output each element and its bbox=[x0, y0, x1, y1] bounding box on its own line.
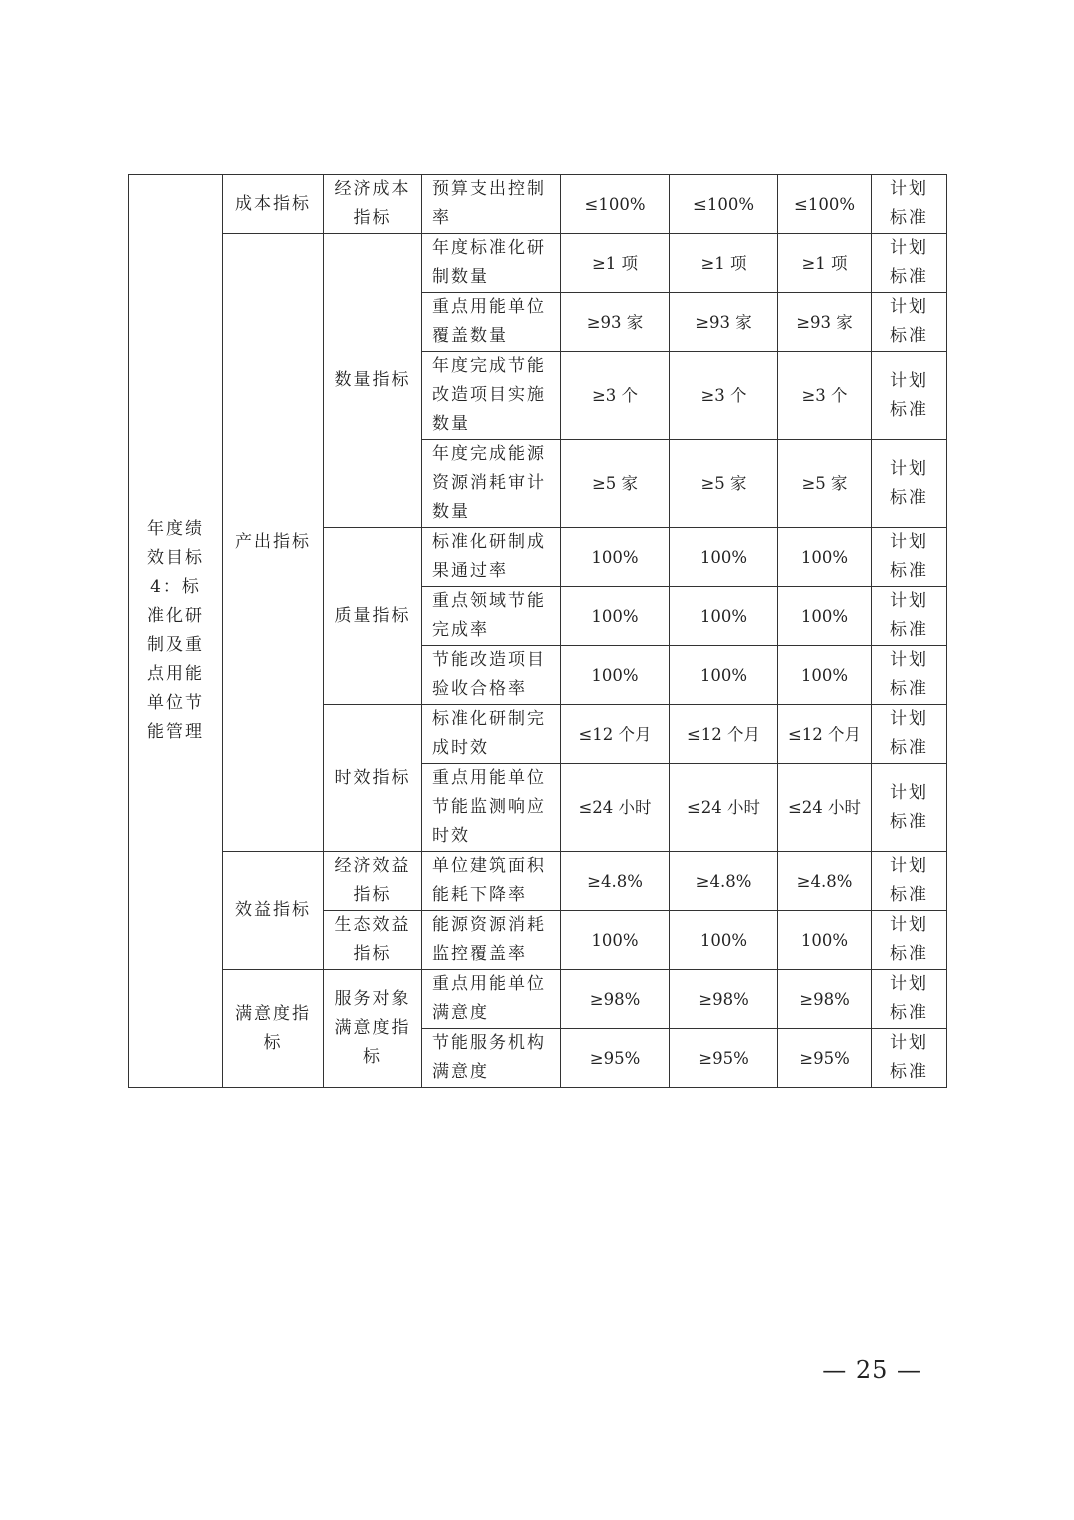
value-cell: 100% bbox=[561, 528, 670, 587]
value-cell: ≥98% bbox=[670, 970, 778, 1029]
value-cell: ≥93 家 bbox=[670, 293, 778, 352]
second-level-econ-cost: 经济成本指标 bbox=[324, 175, 422, 234]
first-level-benefit: 效益指标 bbox=[223, 852, 324, 970]
value-cell: ≥4.8% bbox=[778, 852, 872, 911]
value-cell: ≥3 个 bbox=[670, 352, 778, 440]
basis-cell: 计划标准 bbox=[872, 587, 947, 646]
second-level-econ-benefit: 经济效益指标 bbox=[324, 852, 422, 911]
basis-cell: 计划标准 bbox=[872, 705, 947, 764]
first-level-cost: 成本指标 bbox=[223, 175, 324, 234]
page-number-text: — 25 — bbox=[822, 1356, 922, 1384]
second-level-quantity: 数量指标 bbox=[324, 234, 422, 528]
indicator-cell: 标准化研制完成时效 bbox=[422, 705, 561, 764]
first-level-satisfaction: 满意度指标 bbox=[223, 970, 324, 1088]
value-cell: ≥95% bbox=[778, 1029, 872, 1088]
value-cell: ≤24 小时 bbox=[670, 764, 778, 852]
basis-cell: 计划标准 bbox=[872, 970, 947, 1029]
value-cell: ≥3 个 bbox=[561, 352, 670, 440]
page-number bbox=[0, 1356, 1074, 1384]
indicator-cell: 标准化研制成果通过率 bbox=[422, 528, 561, 587]
table-row bbox=[129, 970, 947, 1029]
basis-cell: 计划标准 bbox=[872, 293, 947, 352]
value-cell: 100% bbox=[670, 911, 778, 970]
basis-cell: 计划标准 bbox=[872, 764, 947, 852]
value-cell: 100% bbox=[670, 528, 778, 587]
indicator-cell: 重点用能单位满意度 bbox=[422, 970, 561, 1029]
value-cell: 100% bbox=[561, 587, 670, 646]
indicator-cell: 年度完成能源资源消耗审计数量 bbox=[422, 440, 561, 528]
indicator-cell: 年度标准化研制数量 bbox=[422, 234, 561, 293]
indicator-cell: 重点用能单位覆盖数量 bbox=[422, 293, 561, 352]
first-level-output: 产出指标 bbox=[223, 234, 324, 852]
table-row bbox=[129, 234, 947, 293]
value-cell: 100% bbox=[778, 528, 872, 587]
value-cell: ≥4.8% bbox=[561, 852, 670, 911]
indicator-cell: 能源资源消耗监控覆盖率 bbox=[422, 911, 561, 970]
goal-cell: 年度绩效目标4：标准化研制及重点用能单位节能管理 bbox=[129, 175, 223, 1088]
basis-cell: 计划标准 bbox=[872, 852, 947, 911]
performance-indicator-table bbox=[128, 174, 947, 1088]
value-cell: 100% bbox=[670, 646, 778, 705]
value-cell: ≥4.8% bbox=[670, 852, 778, 911]
value-cell: ≥1 项 bbox=[561, 234, 670, 293]
value-cell: ≥98% bbox=[561, 970, 670, 1029]
value-cell: ≤12 个月 bbox=[561, 705, 670, 764]
value-cell: ≤12 个月 bbox=[670, 705, 778, 764]
value-cell: ≥5 家 bbox=[561, 440, 670, 528]
value-cell: ≤12 个月 bbox=[778, 705, 872, 764]
value-cell: 100% bbox=[778, 587, 872, 646]
value-cell: ≥5 家 bbox=[778, 440, 872, 528]
value-cell: ≤24 小时 bbox=[561, 764, 670, 852]
value-cell: ≤100% bbox=[778, 175, 872, 234]
table-row bbox=[129, 852, 947, 911]
indicator-cell: 单位建筑面积能耗下降率 bbox=[422, 852, 561, 911]
value-cell: ≥3 个 bbox=[778, 352, 872, 440]
indicator-cell: 年度完成节能改造项目实施数量 bbox=[422, 352, 561, 440]
value-cell: 100% bbox=[561, 911, 670, 970]
value-cell: ≥98% bbox=[778, 970, 872, 1029]
value-cell: ≥95% bbox=[670, 1029, 778, 1088]
basis-cell: 计划标准 bbox=[872, 440, 947, 528]
value-cell: ≥93 家 bbox=[778, 293, 872, 352]
basis-cell: 计划标准 bbox=[872, 352, 947, 440]
second-level-timeliness: 时效指标 bbox=[324, 705, 422, 852]
basis-cell: 计划标准 bbox=[872, 646, 947, 705]
value-cell: ≥1 项 bbox=[778, 234, 872, 293]
basis-cell: 计划标准 bbox=[872, 175, 947, 234]
indicator-cell: 节能改造项目验收合格率 bbox=[422, 646, 561, 705]
value-cell: 100% bbox=[670, 587, 778, 646]
indicator-cell: 重点领域节能完成率 bbox=[422, 587, 561, 646]
value-cell: ≤100% bbox=[561, 175, 670, 234]
second-level-eco-benefit: 生态效益指标 bbox=[324, 911, 422, 970]
value-cell: ≤100% bbox=[670, 175, 778, 234]
value-cell: ≥1 项 bbox=[670, 234, 778, 293]
value-cell: 100% bbox=[561, 646, 670, 705]
table-row bbox=[129, 175, 947, 234]
second-level-quality: 质量指标 bbox=[324, 528, 422, 705]
value-cell: 100% bbox=[778, 646, 872, 705]
indicator-cell: 节能服务机构满意度 bbox=[422, 1029, 561, 1088]
value-cell: ≥95% bbox=[561, 1029, 670, 1088]
basis-cell: 计划标准 bbox=[872, 234, 947, 293]
second-level-service-satisfaction: 服务对象满意度指标 bbox=[324, 970, 422, 1088]
value-cell: ≥93 家 bbox=[561, 293, 670, 352]
basis-cell: 计划标准 bbox=[872, 1029, 947, 1088]
indicator-cell: 重点用能单位节能监测响应时效 bbox=[422, 764, 561, 852]
indicator-cell: 预算支出控制率 bbox=[422, 175, 561, 234]
basis-cell: 计划标准 bbox=[872, 911, 947, 970]
value-cell: ≤24 小时 bbox=[778, 764, 872, 852]
basis-cell: 计划标准 bbox=[872, 528, 947, 587]
value-cell: ≥5 家 bbox=[670, 440, 778, 528]
value-cell: 100% bbox=[778, 911, 872, 970]
